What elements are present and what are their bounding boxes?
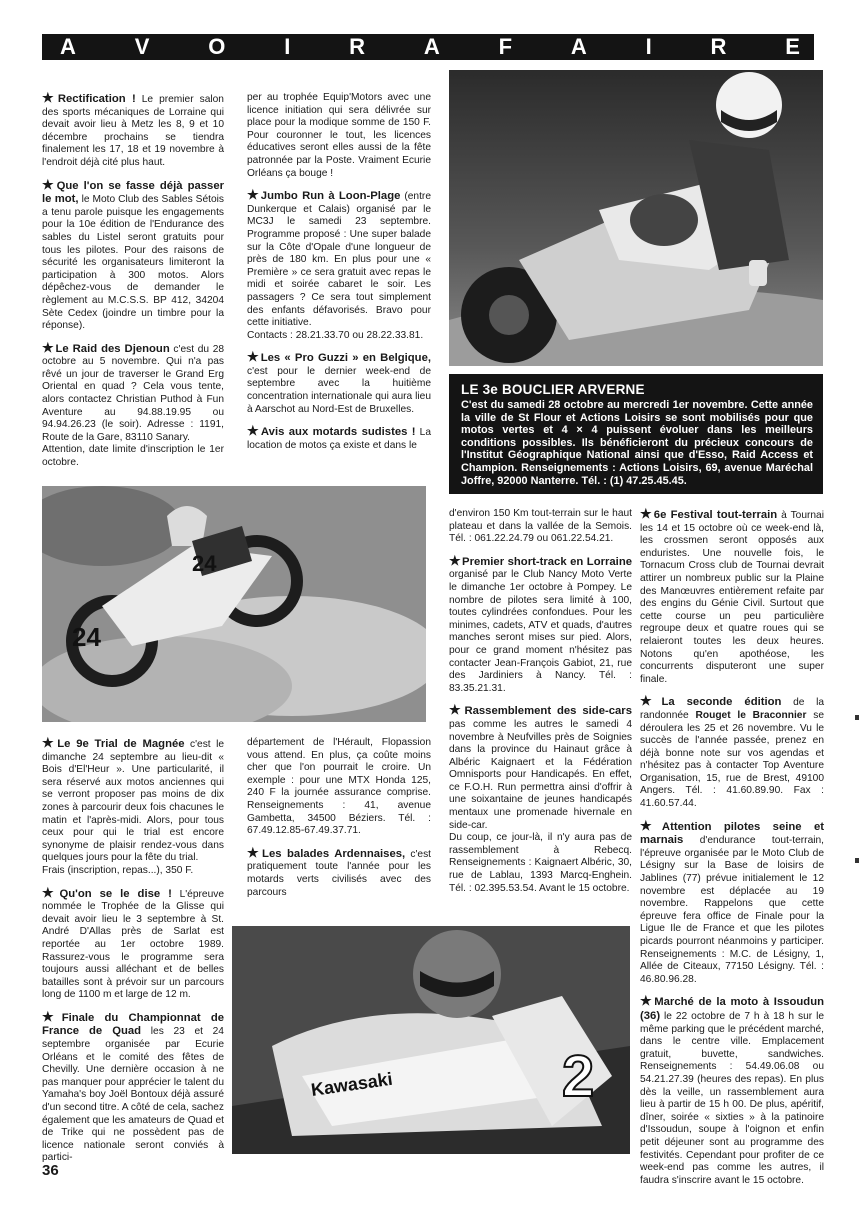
- page-number: 36: [42, 1162, 59, 1179]
- news-item-text: c'est pour le dernier week-end de septembre avec la huitième concentration internationale qui aura lieu à Aarschot au Nord-Est de Bruxelles.: [247, 365, 431, 415]
- banner-letter: V: [134, 34, 150, 59]
- news-item: [449, 508, 632, 546]
- news-item-text: La location de motos ça existe et dans le: [247, 427, 431, 451]
- news-item-title: Rassemblement des side-cars: [464, 705, 632, 718]
- news-item-text: organisé par le Club Nancy Moto Verte le dimanche 1er octobre à Pompey. Le nombre de pilotes sera limité à 100, toutes cylindrées confondues. Pour les minimes, cadets, ATV et quads, d'autres manches seront mises sur pied. Alors, pour ce grand moment n'hésitez pas contacter Jean-François Gabiot, 21, rue des Jardiniers à Nancy. Tél. : 83.35.21.31.: [449, 569, 632, 694]
- news-item-title: Premier short-track en Lorraine: [462, 555, 633, 568]
- news-item-text: le 22 octobre de 7 h à 18 h sur le même parking que le précédent marché, dans le centre ville. Emplacement gratuit, buvette, sandwiches. Renseignements : 54.49.06.08 ou 54.21.27.39 (heures des repas). En plus dès la veille, un rassemblement aura lieu à partir de 15 h 00. De plus, apéritif, dîner, soirée « sixties » à la patinoire d'Issoudun, soupe à l'oignon et enfin petit déjeuner sont au programme des festivités. Cependant pour profiter de ce week-end pas comme les autres, il faudra s'inscrire avant le 15 octobre.: [640, 1010, 824, 1186]
- featured-box: [449, 374, 823, 494]
- news-item-text: c'est le dimanche 24 septembre au lieu-dit « Bois d'El'Heur ». Une particularité, il sera réservé aux motos anciennes qui se verront proposer pas moins de dix zones à parcourir deux fois chacunes le matin et l'après-midi. Alors, pour tous ceux pour qui le trial est encore synonyme de plaisir rendez-vous dans quelques jours pour la fête du trial.: [42, 739, 225, 864]
- star-icon: ★: [42, 90, 57, 105]
- banner-letter: I: [645, 34, 652, 59]
- news-item: [449, 552, 633, 696]
- news-item-highlight: Rouget le Braconnier: [695, 709, 807, 721]
- bike-number-front: 24: [192, 551, 217, 576]
- star-icon: ★: [640, 993, 654, 1009]
- news-item: [42, 884, 224, 1002]
- news-item: [42, 1008, 224, 1165]
- news-item: [640, 695, 824, 810]
- star-icon: ★: [247, 349, 260, 365]
- news-item-title: La seconde édition: [661, 696, 782, 709]
- banner-letter: A: [60, 34, 76, 59]
- news-item-text: (entre Dunkerque et Calais) organisé par le MC3J le samedi 23 septembre. Programme proposé : Une super balade sur la Côte d'Opale d'une longueur de près de 180 km. En plus pour une « Première » ce sera gratuit avec repas le midi et soirée cabaret le soir. Les passagers ? Ce sera tout simplement des enfants défavorisés. Bravo pour cette initiative.: [247, 191, 431, 329]
- news-item: [247, 737, 431, 838]
- news-item-text: à Tournai les 14 et 15 octobre où ce week-end là, les crossmen seront opposés aux enduristes. Une nouvelle fois, le Tornacum Cross club de Tournai devrait attirer un nombreux public sur la Plaine des Manœuvres entièrement refaite par des engins du Génie Civil. Surtout que cette course un peu particulière regroupe deux et quatre roues qui se relaieront toutes les deux heures. Notons qu'en apothéose, les concurrents disputeront une super finale.: [640, 510, 824, 685]
- news-item: [42, 176, 224, 333]
- brand-label: Kawasaki: [309, 1068, 394, 1100]
- news-item: [640, 817, 825, 987]
- photo-road-racer: [232, 926, 630, 1154]
- column-2-top: [247, 92, 431, 461]
- news-item-text: L'épreuve nommée le Trophée de la Glisse qui devait avoir lieu le 3 septembre à St. André D'Allas près de Sarlat est reportée au 1er octobre 1989. Rassurez-vous le programme sera toujours aussi alléchant et de belles batailles sont à prévoir sur un parcours long de 1100 m et large de 12 m.: [42, 888, 224, 1001]
- edge-mark: [855, 858, 859, 863]
- news-item-text: département de l'Hérault, Flopassion vous attend. En plus, ça coûte moins cher que l'on pourrait le croire. Un exemple : pour une MTX Honda 125, 240 F la journée assurance comprise. Renseignements : 41, avenue Gambetta, 34500 Béziers. Tél. : 67.49.12.85-67.49.37.71.: [247, 737, 431, 837]
- news-item-title: Jumbo Run à Loon-Plage: [260, 190, 401, 203]
- news-item-text: le Moto Club des Sables Sétois a tenu parole puisque les engagements pour la 10e édition de l'Endurance des sables du Listel seront gratuits pour tous les pilotes. Pour des raisons de sécurité les organisateurs limiteront la participation à 300 motos. Alors dépêchez-vous de demander le règlement au M.C.S.S. BP 412, 34204 Sète Cedex (joindre un timbre pour la réponse).: [42, 194, 224, 332]
- news-item-extra: Frais (inscription, repas...), 350 F.: [42, 864, 194, 876]
- news-item: [42, 737, 224, 865]
- star-icon: ★: [247, 423, 260, 439]
- news-item-text: les 23 et 24 septembre organisée par Ecurie Orléans et le comité des fêtes de Chevilly. Une dernière occasion à ne pas manquer pour apprécier le talent du Yamaha's boy Joël Bontoux déjà assuré d'un second titre. A côté de cela, sachez également que les amateurs de Quad et de Trike qui ne possèdent pas de licence nationale seront conviés à partici-: [42, 1026, 224, 1164]
- banner-letter: A: [570, 34, 587, 59]
- news-item-text: c'est pratiquement toute l'année pour les motards verts civilisés avec des parcours: [247, 848, 432, 898]
- star-icon: ★: [640, 506, 653, 521]
- news-item: [640, 508, 824, 686]
- star-icon: ★: [247, 844, 262, 860]
- news-item: [42, 339, 225, 445]
- news-item-title: Attention pilotes seine et marnais: [640, 820, 825, 847]
- news-item-text: de la randonnée: [640, 697, 825, 721]
- edge-mark: [855, 715, 859, 720]
- section-banner: [42, 34, 814, 60]
- star-icon: ★: [42, 1008, 61, 1024]
- banner-letter: R: [710, 34, 727, 59]
- news-item-text: d'environ 150 Km tout-terrain sur le haut plateau et dans la vallée de la Semois. Tél. : 061.22.24.79 ou 061.22.54.21.: [449, 508, 632, 545]
- star-icon: ★: [42, 735, 57, 750]
- column-1-top: [42, 92, 224, 479]
- news-item: [247, 425, 431, 452]
- column-1-bottom: [42, 737, 224, 1174]
- star-icon: ★: [640, 693, 661, 709]
- news-item-title: 6e Festival tout-terrain: [653, 509, 778, 521]
- featured-text: C'est du samedi 28 octobre au mercredi 1er novembre. Cette année la ville de St Flour et Actions Loisirs se sont mobilisés pour que motos vertes et 4 × 4 puissent évoluer dans les meilleurs conditions possibles. Ils bénéficieront du précieux concours de l'Institut Géographique National ainsi que d'Esso, Raid Access et Champion. Renseignements : Actions Loisirs, 69, avenue Maréchal Joffre, 92000 Nanterre. Tél. : (1) 47.25.45.45.: [461, 399, 813, 487]
- banner-letter: F: [498, 34, 513, 59]
- news-item: [640, 995, 824, 1187]
- news-item-title: Que l'on se fasse déjà passer le mot,: [42, 179, 224, 206]
- news-item-text: c'est du 28 octobre au 5 novembre. Qui n'a pas rêvé un jour de traverser le Grand Erg Oriental en quad ? Cela vous tente, alors contactez Christian Puthod à Fun Aventure au 94.88.19.95 ou 94.94.26.23 (le soir). Adresse : 1191, Route de la Gare, 83110 Sanary.: [42, 343, 225, 443]
- news-item: [247, 844, 432, 899]
- column-2-bottom: [247, 737, 431, 908]
- news-item: [247, 92, 431, 180]
- banner-letter: R: [349, 34, 366, 59]
- news-item-text: per au trophée Equip'Motors avec une licence initiation qui sera délivrée sur place pour la modique somme de 150 F. Pour couronner le tout, les licences éducatives seront elles aussi de la fête patronnée par la Poste. Vraiment Ecurie Orléans ça bouge !: [247, 92, 431, 179]
- news-item-title: Rectification !: [57, 93, 136, 105]
- star-icon: ★: [247, 187, 260, 203]
- news-item-extra: Du coup, ce jour-là, il n'y aura pas de rassemblement à Rebecq. Renseignements : Kaignaert Albéric, 30, rue de Lablau, 1393 Marcq-Enghein. Tél. : 02.395.53.54. Avant le 15 octobre.: [449, 832, 632, 894]
- news-item: [247, 351, 431, 416]
- banner-letter: E: [785, 34, 800, 59]
- news-item-title: Les balades Ardennaises,: [262, 847, 406, 860]
- news-item-text: pas comme les autres le samedi 4 novembre à Neufvilles près de Soignies dans la province du Hainaut grâce à Albéric Kaignaert et la Fédération Omnisports pour Handicapés. En effet, ce F.O.H. Run permettra ainsi d'offrir à une soixantaine de jeunes handicapés mentaux une promenade hivernale en side-car.: [449, 718, 632, 831]
- star-icon: ★: [42, 176, 56, 192]
- column-3-mid: [449, 508, 632, 904]
- news-item: [449, 704, 632, 832]
- news-item: [42, 92, 224, 170]
- news-item-title: Qu'on se le dise !: [59, 887, 172, 900]
- news-item-title: Le Raid des Djenoun: [55, 342, 170, 355]
- news-item-title: Avis aux motards sudistes !: [260, 426, 416, 439]
- news-item-title: Finale du Championnat de France de Quad: [42, 1011, 224, 1038]
- banner-letter: I: [284, 34, 291, 59]
- photo-motocross-jump: [42, 486, 426, 722]
- bike-number-side: 24: [72, 622, 101, 652]
- news-item-title: Le 9e Trial de Magnée: [57, 738, 185, 750]
- news-item-extra: Contacts : 28.21.33.70 ou 28.22.33.81.: [247, 329, 424, 341]
- star-icon: ★: [42, 339, 55, 355]
- column-4-mid: [640, 508, 824, 1196]
- banner-letter: O: [208, 34, 226, 59]
- star-icon: ★: [449, 552, 462, 568]
- star-icon: ★: [640, 817, 661, 833]
- news-item-title: Marché de la moto à Issoudun (36): [640, 996, 825, 1022]
- news-item-text: se déroulera les 25 et 26 novembre. Vu le succès de l'année passée, prenez en déjà bonne note sur vos agendas et n'hésitez pas à contacter Top Aventure Organisation, 15, rue de Brest, 49100 Angers. Tél. : 41.60.89.90. Fax : 41.60.57.44.: [640, 709, 824, 810]
- photo-road-rider: [449, 70, 823, 366]
- featured-title: LE 3e BOUCLIER ARVERNE: [461, 382, 645, 397]
- news-item-text: d'endurance tout-terrain, l'épreuve organisée par le Moto Club de Lésigny sur la Base de loisirs de Jablines (77) prévue initialement le 12 novembre est déplacée au 19 novembre. Rappelons que cette épreuve fera office de Finale pour la Ligue Ile de France et que les pilotes picards pourront néanmoins y participer. Renseignements : M.C. de Lésigny, 1, Allée de Citeaux, 77150 Lésigny. Tél. : 46.80.96.28.: [640, 835, 824, 985]
- star-icon: ★: [42, 884, 59, 900]
- star-icon: ★: [449, 702, 464, 718]
- banner-letter: A: [423, 34, 440, 59]
- news-item: [247, 189, 431, 330]
- news-item-title: Les « Pro Guzzi » en Belgique,: [260, 352, 432, 365]
- news-item-extra: Attention, date limite d'inscription le 1er octobre.: [42, 444, 224, 469]
- news-item-text: Le premier salon des sports mécaniques de Lorraine qui devait avoir lieu à Metz les 8, 9 et 10 décembre prochains se tiendra finalement les 17, 18 et 19 novembre à l'endroit déjà cité plus haut.: [42, 94, 224, 168]
- race-number: 2: [562, 1044, 595, 1109]
